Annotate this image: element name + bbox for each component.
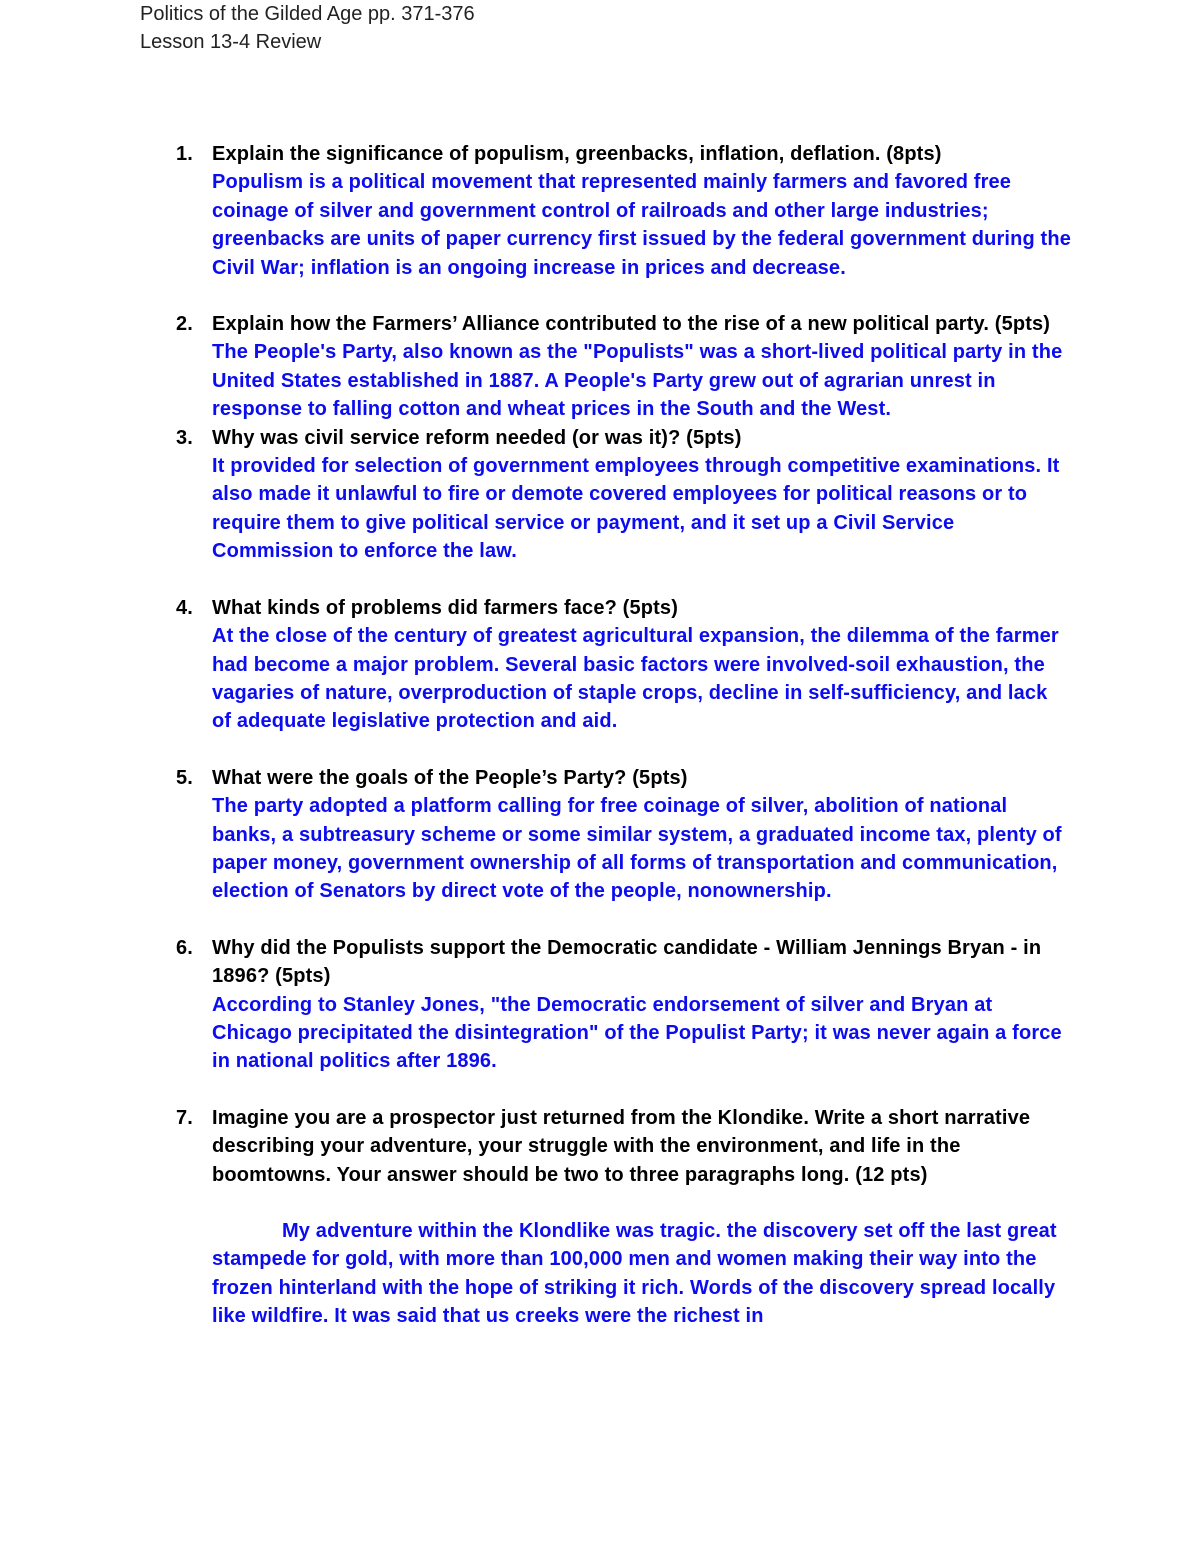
header-subtitle: Lesson 13-4 Review xyxy=(140,31,322,53)
question-item-4 xyxy=(172,594,1072,736)
question-text: What were the goals of the People’s Party? (5pts) xyxy=(212,766,688,789)
question-item-6 xyxy=(172,934,1072,1076)
question-text: Explain how the Farmers’ Alliance contributed to the rise of a new political party. (5pts) xyxy=(212,313,1051,336)
question-number: 1. xyxy=(176,143,193,165)
question-text: What kinds of problems did farmers face? (5pts) xyxy=(212,596,679,619)
question-text: Imagine you are a prospector just returned from the Klondike. Write a short narrative describing your adventure, your struggle with the environment, and life in the boomtowns. Your answer should be two to three paragraphs long. (12 pts) xyxy=(212,1106,1031,1186)
question-number: 2. xyxy=(176,313,193,336)
answer-text: The party adopted a platform calling for free coinage of silver, abolition of national banks, a subtreasury scheme or some similar system, a graduated income tax, plenty of paper money, government ownership of all forms of transportation and communication, election of Senators by direct vote of the people, nonownership. xyxy=(212,795,1062,903)
review-question-list xyxy=(172,140,1072,1331)
question-number: 3. xyxy=(176,426,193,449)
question-text: Explain the significance of populism, greenbacks, inflation, deflation. (8pts) xyxy=(212,143,942,165)
question-text: Why did the Populists support the Democratic candidate - William Jennings Bryan - in 1896? (5pts) xyxy=(212,936,1042,988)
answer-text: Populism is a political movement that represented mainly farmers and favored free coinage of silver and government control of railroads and other large industries; greenbacks are units of paper currency first issued by the federal government during the Civil War; inflation is an ongoing increase in prices and decrease. xyxy=(212,171,1071,279)
answer-text: At the close of the century of greatest agricultural expansion, the dilemma of the farmer had become a major problem. Several basic factors were involved-soil exhaustion, the vagaries of nature, overproduction of staple crops, decline in self-sufficiency, and lack of adequate legislative protection and aid. xyxy=(212,625,1059,733)
answer-text: It provided for selection of government employees through competitive examinations. It also made it unlawful to fire or demote covered employees for political reasons or to require them to give political service or payment, and it set up a Civil Service Commission to enforce the law. xyxy=(212,455,1060,563)
question-number: 6. xyxy=(176,936,193,959)
question-item-5 xyxy=(172,764,1072,906)
answer-text: My adventure within the Klondlike was tragic. the discovery set off the last great stampede for gold, with more than 100,000 men and women making their way into the frozen hinterland with the hope of striking it rich. Words of the discovery spread locally like wildfire. It was said that us creeks were the richest in xyxy=(212,1220,1057,1328)
question-item-2 xyxy=(172,310,1072,424)
question-item-7 xyxy=(172,1104,1072,1331)
question-number: 5. xyxy=(176,766,193,789)
header-title: Politics of the Gilded Age pp. 371-376 xyxy=(140,3,475,25)
question-text: Why was civil service reform needed (or was it)? (5pts) xyxy=(212,426,742,449)
answer-text: According to Stanley Jones, "the Democratic endorsement of silver and Bryan at Chicago precipitated the disintegration" of the Populist Party; it was never again a force in national politics after 1896. xyxy=(212,993,1062,1073)
question-item-3 xyxy=(172,424,1072,566)
answer-text: The People's Party, also known as the "Populists" was a short-lived political party in the United States established in 1887. A People's Party grew out of agrarian unrest in response to falling cotton and wheat prices in the South and the West. xyxy=(212,341,1063,421)
question-number: 7. xyxy=(176,1106,193,1129)
document-header xyxy=(140,0,475,56)
question-item-1 xyxy=(172,140,1072,282)
question-number: 4. xyxy=(176,596,193,619)
